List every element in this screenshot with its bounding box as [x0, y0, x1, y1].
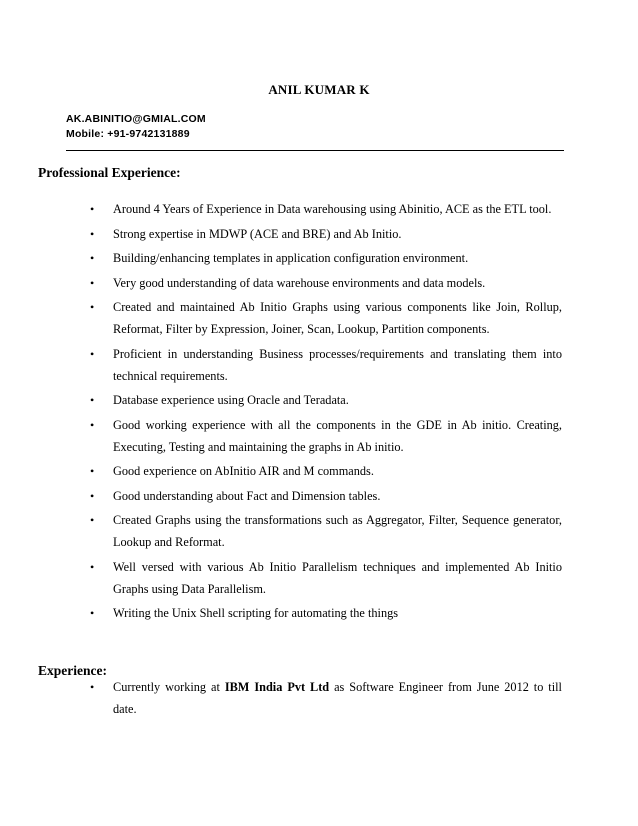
professional-experience-list [90, 198, 562, 627]
bullet-icon: • [90, 417, 95, 432]
list-item-text: Around 4 Years of Experience in Data warehousing using Abinitio, ACE as the ETL tool. [113, 202, 552, 216]
bullet-icon: • [90, 226, 95, 241]
list-item-text: Created Graphs using the transformations such as Aggregator, Filter, Sequence generator, Lookup and Reformat. [113, 513, 562, 549]
list-item [90, 343, 562, 387]
bullet-icon: • [90, 513, 95, 527]
list-item [90, 414, 562, 458]
list-item-text: Good understanding about Fact and Dimension tables. [113, 488, 381, 503]
list-item-text: Building/enhancing templates in application configuration environment. [113, 251, 469, 265]
list-item [90, 509, 562, 553]
contact-mobile: Mobile: +91-9742131889 [66, 128, 190, 140]
list-item [90, 223, 562, 245]
company-name: IBM India Pvt Ltd [224, 680, 330, 694]
bullet-icon: • [90, 346, 95, 361]
list-item [90, 556, 562, 600]
bullet-icon: • [90, 464, 95, 478]
bullet-icon: • [90, 680, 95, 694]
experience-heading: Experience: [38, 663, 107, 678]
list-item [90, 198, 562, 220]
list-item [90, 602, 562, 624]
candidate-name: ANIL KUMAR K [268, 82, 370, 97]
list-item-text: Database experience using Oracle and Teradata. [113, 393, 349, 407]
header-divider [66, 150, 564, 151]
list-item-text: Good experience on AbInitio AIR and M commands. [113, 464, 374, 478]
experience-prefix: Currently working at [113, 680, 225, 694]
bullet-icon: • [90, 300, 95, 314]
list-item-text: Proficient in understanding Business processes/requirements and translating them into technical requirements. [113, 346, 562, 383]
list-item-text: Writing the Unix Shell scripting for automating the things [113, 606, 399, 620]
bullet-icon: • [90, 606, 95, 620]
experience-list [90, 676, 562, 723]
bullet-icon: • [90, 393, 95, 407]
list-item [90, 676, 562, 720]
bullet-icon: • [90, 251, 95, 265]
bullet-icon: • [90, 275, 95, 290]
list-item-text: Strong expertise in MDWP (ACE and BRE) and Ab Initio. [113, 226, 402, 241]
list-item [90, 485, 562, 507]
professional-experience-heading: Professional Experience: [38, 165, 181, 180]
list-item-text: Well versed with various Ab Initio Parallelism techniques and implemented Ab Initio Graphs using Data Parallelism. [113, 559, 562, 596]
experience-role-dates: as Software Engineer from June 2012 to till date. [113, 680, 562, 716]
list-item [90, 247, 562, 269]
bullet-icon: • [90, 559, 95, 574]
list-item [90, 272, 562, 294]
list-item [90, 389, 562, 411]
bullet-icon: • [90, 202, 95, 216]
list-item [90, 296, 562, 340]
list-item-text: Very good understanding of data warehouse environments and data models. [113, 275, 486, 290]
list-item-text: Good working experience with all the components in the GDE in Ab initio. Creating, Executing, Testing and maintaining the graphs in Ab initio. [113, 417, 562, 454]
bullet-icon: • [90, 488, 95, 503]
list-item-text: Created and maintained Ab Initio Graphs using various components like Join, Rollup, Reformat, Filter by Expression, Joiner, Scan, Lookup, Partition components. [113, 300, 562, 336]
contact-email: AK.ABINITIO@GMIAL.COM [66, 113, 206, 125]
list-item [90, 460, 562, 482]
